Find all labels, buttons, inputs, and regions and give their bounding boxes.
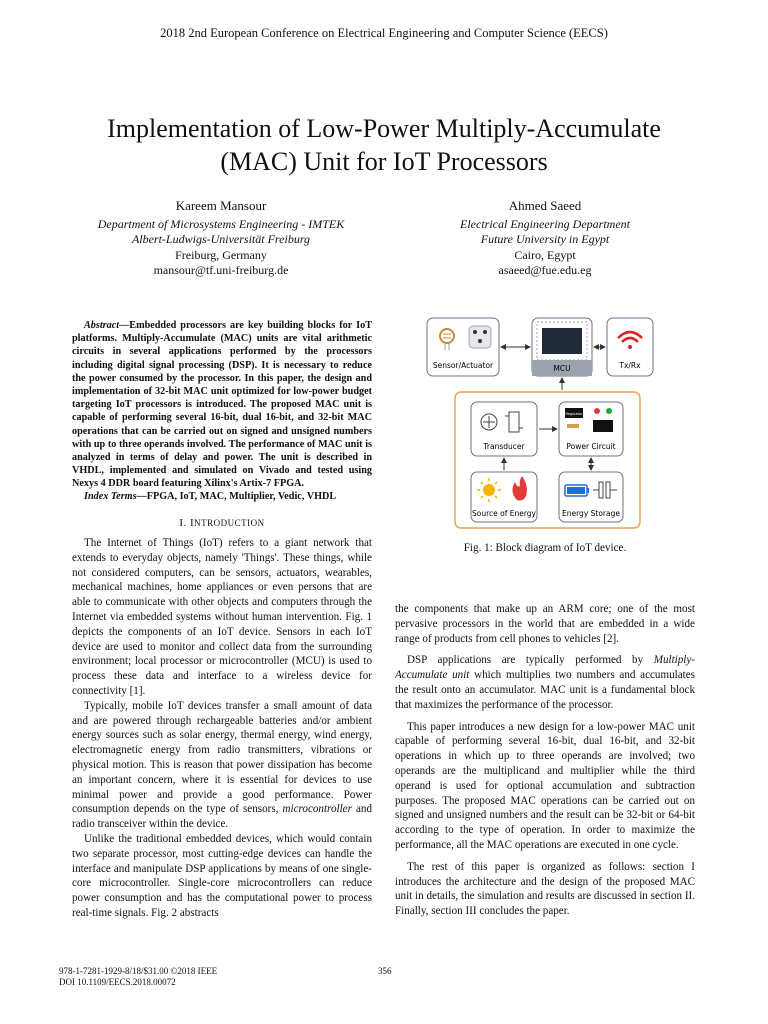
index-terms-label: Index Terms (84, 491, 137, 502)
txrx-label: Tx/Rx (619, 361, 641, 370)
emphasis: microcontroller (282, 803, 352, 816)
left-column-body (72, 536, 372, 921)
sensor-actuator-label: Sensor/Actuator (432, 361, 494, 370)
author-dept: Department of Microsystems Engineering - IMTEK (97, 216, 345, 231)
paragraph: The Internet of Things (IoT) refers to a giant network that extends to everyday objects, namely 'Things'. These things, while not considered computers, can be sensors, actuators, wearables, mechanical machines, home appliances or even persons that are able to communicate with other objects and computers through the Internet via embedded systems without human intervention. Fig. 1 depicts the components of an IoT device. Sensors in each IoT device are used to monitor and collect data from the surrounding environment; local processor or microcontroller (MCU) is used to process these data and interface to a wireless device for connectivity [1]. (72, 537, 372, 697)
author-2 (395, 198, 695, 279)
power-circuit-label: Power Circuit (566, 442, 616, 451)
title-line-2: (MAC) Unit for IoT Processors (220, 147, 548, 176)
paragraph: the components that make up an ARM core; one of the most pervasive processors in the world that are embedded in a wide range of products from cell phones to vehicles [2]. (395, 603, 695, 645)
abstract-text: —Embedded processors are key building blocks for IoT platforms. Multiply-Accumulate (MAC) units are vital arithmetic circuits in several applications performed by the processors including digital signal processing (DSP). It is necessary to reduce the power consumed by the processor. In this paper, the design and implementation of 32-bit MAC unit optimized for low-power budget targeting IoT processors is introduced. The proposed MAC unit is capable of performing several 16-bit, dual 16-bit, and 32-bit MAC operations that can be carried out on signed and unsigned numbers with up to three operands involved. The performance of MAC unit is analyzed in terms of delay and power. The unit is described in VHDL, implemented and simulated on Vivado and tested using Nexys 4 DDR board featuring Xilinx's Artix-7 FPGA. (72, 320, 372, 490)
conference-header: 2018 2nd European Conference on Electrical Engineering and Computer Science (EECS) (160, 26, 608, 40)
paragraph (395, 653, 695, 712)
footer-isbn: 978-1-7281-1929-8/18/$31.00 ©2018 IEEE (59, 966, 218, 976)
author-dept: Electrical Engineering Department (460, 216, 630, 231)
figure-1-caption: Fig. 1: Block diagram of IoT device. (463, 542, 627, 554)
author-name: Ahmed Saeed (508, 198, 582, 213)
footer-copyright (59, 966, 217, 988)
footer-doi: DOI 10.1109/EECS.2018.00072 (59, 977, 176, 987)
index-terms-text: —FPGA, IoT, MAC, Multiplier, Vedic, VHDL (136, 491, 337, 502)
paragraph: The rest of this paper is organized as follows: section I introduces the architecture and the design of the proposed MAC unit in details, the simulation and results are discussed in section II. Finally, section III concludes the paper. (395, 860, 695, 918)
paper-title (40, 112, 728, 178)
abstract-label: Abstract (84, 320, 120, 331)
section-title-initial: I (190, 517, 195, 529)
page-number: 356 (378, 966, 392, 976)
text-run: Typically, mobile IoT devices transfer a small amount of data and are powered through rechargeable batteries and/or ambient energy sources such as solar energy, thermal energy, wind energy, electromagnetic energy from radio transmitters, vibrations or physical motion. This is reason that power dissipation has become an important concern, where it is essential for devices to use minimal power and provide a good performance. Power consumption depends on the type of sensors, (72, 699, 372, 816)
source-of-energy-label: Source of Energy (471, 509, 537, 518)
index-terms (72, 490, 372, 503)
transducer-label: Transducer (483, 442, 525, 451)
iot-block-diagram (425, 310, 655, 532)
section-title-rest: NTRODUCTION (194, 518, 265, 528)
paragraph (72, 699, 372, 832)
regulator-label: Regulator (565, 412, 583, 416)
text-run: and radio transceiver within the device. (72, 803, 372, 831)
section-number: I. (179, 517, 187, 529)
author-univ: Albert-Ludwigs-Universität Freiburg (131, 232, 311, 246)
paragraph: Unlike the traditional embedded devices, which would contain two separate processor, most cutting-edge devices can handle the interface and manipulate DSP applications by means of one single-core microcontroller. Single-core microcontrollers can reduce power consumption and has the computational power to process real-time signals. Fig. 2 abstracts (72, 832, 372, 919)
author-city: Freiburg, Germany (175, 247, 267, 262)
mcu-label: MCU (553, 364, 571, 373)
author-email[interactable]: asaeed@fue.edu.eg (498, 263, 592, 277)
section-heading-introduction (72, 517, 372, 529)
text-run: DSP applications are typically performed by (407, 654, 654, 667)
author-name: Kareem Mansour (175, 198, 267, 213)
author-1 (71, 198, 371, 279)
abstract (72, 319, 372, 491)
emphasis: Multiply-Accumulate unit (395, 654, 695, 682)
title-line-1: Implementation of Low-Power Multiply-Accumulate (107, 114, 661, 143)
text-run: which multiplies two numbers and accumulates the result onto an accumulator. MAC unit is a fundamental block that maximizes the performance of the processor. (395, 669, 695, 711)
author-email[interactable]: mansour@tf.uni-freiburg.de (153, 263, 289, 277)
author-city: Cairo, Egypt (514, 247, 576, 262)
right-column-body (395, 602, 695, 919)
energy-storage-label: Energy Storage (562, 509, 620, 518)
figure-1-diagram (425, 310, 655, 532)
paragraph: This paper introduces a new design for a low-power MAC unit capable of performing several 16-bit, dual 16-bit, and 32-bit operations in which up to three operands are involved; two operands are the multiplicand and multiplier while the third operand is used for optional accumulation and subtraction purposes. The proposed MAC operations can be carried out on signed and unsigned numbers and the result can be 32-bit or 64-bit according to the type of operation. In order to maximize the performance, all the MAC operations are executed in one cycle. (395, 720, 695, 851)
author-univ: Future University in Egypt (480, 232, 610, 246)
